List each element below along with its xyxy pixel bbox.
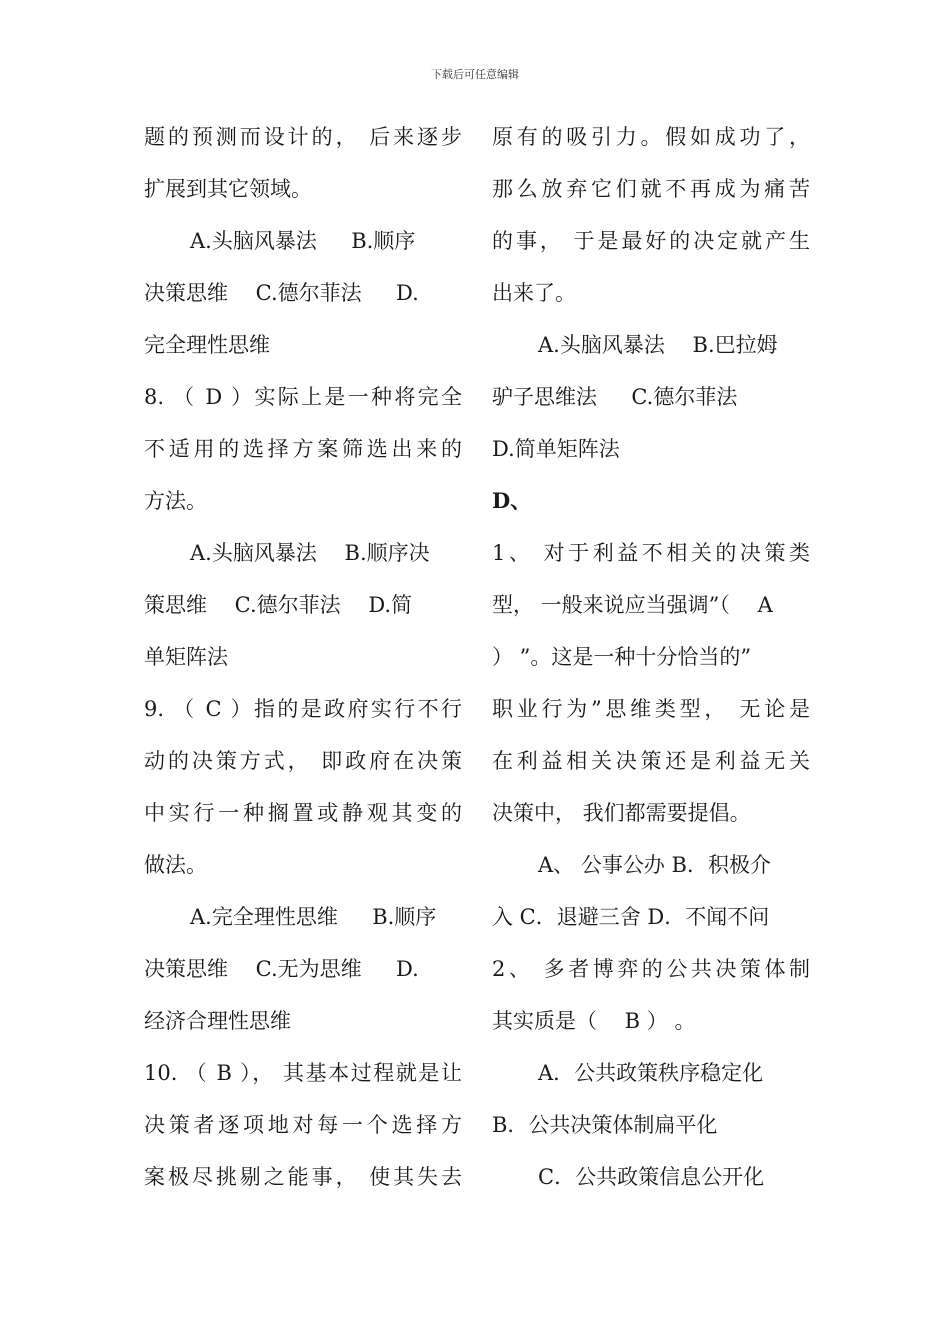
option-line: 入 C．退避三舍 D．不闻不问 bbox=[492, 905, 770, 929]
text-line: 题的预测而设计的， 后来逐步 bbox=[144, 125, 462, 149]
question-line: 案极尽挑剔之能事， 使其失去 bbox=[144, 1165, 462, 1189]
option-line: D.简单矩阵法 bbox=[492, 437, 620, 461]
option-line: A.头脑风暴法 B.顺序 bbox=[190, 229, 416, 253]
option-line: 决策思维 C.德尔菲法 D. bbox=[144, 281, 419, 305]
question-line: ） ”。这是一种十分恰当的” bbox=[492, 645, 752, 669]
text-line: 扩展到其它领域。 bbox=[144, 177, 312, 201]
section-label: D、 bbox=[492, 488, 532, 513]
question-line: 不适用的选择方案筛选出来的 bbox=[144, 437, 462, 461]
option-line: 经济合理性思维 bbox=[144, 1009, 291, 1033]
question-line: 方法。 bbox=[144, 489, 207, 513]
question-line: 中实行一种搁置或静观其变的 bbox=[144, 801, 462, 825]
question-line: 其实质是（ B ） 。 bbox=[492, 1009, 696, 1033]
option-line: A、 公事公办 B．积极介 bbox=[538, 853, 771, 877]
right-column bbox=[492, 111, 810, 1203]
option-line: 决策思维 C.无为思维 D. bbox=[144, 957, 419, 981]
question-line: 做法。 bbox=[144, 853, 207, 877]
left-column bbox=[144, 111, 462, 1203]
question-line: 型， 一般来说应当强调”（ A bbox=[492, 593, 773, 617]
text-line: 的事， 于是最好的决定就产生 bbox=[492, 229, 810, 253]
question-line: 职业行为”思维类型， 无论是 bbox=[492, 697, 810, 721]
option-line: 策思维 C.德尔菲法 D.简 bbox=[144, 593, 413, 617]
option-line: A.完全理性思维 B.顺序 bbox=[190, 905, 437, 929]
option-line: C．公共政策信息公开化 bbox=[538, 1165, 765, 1189]
option-line: 完全理性思维 bbox=[144, 333, 270, 357]
option-line: A.头脑风暴法 B.顺序决 bbox=[190, 541, 430, 565]
option-line: 单矩阵法 bbox=[144, 645, 228, 669]
page-header: 下载后可任意编辑 bbox=[431, 68, 519, 81]
text-line: 出来了。 bbox=[492, 281, 576, 305]
option-line: B．公共决策体制扁平化 bbox=[492, 1113, 718, 1137]
question-line: 决策中， 我们都需要提倡。 bbox=[492, 801, 751, 825]
question-line: 1、 对于利益不相关的决策类 bbox=[492, 541, 810, 565]
question-line: 8. （ D ）实际上是一种将完全 bbox=[144, 385, 462, 409]
text-line: 原有的吸引力。假如成功了， bbox=[492, 125, 810, 149]
question-line: 动的决策方式， 即政府在决策 bbox=[144, 749, 462, 773]
question-line: 9. （ C ）指的是政府实行不行 bbox=[144, 697, 462, 721]
option-line: A.头脑风暴法 B.巴拉姆 bbox=[538, 333, 778, 357]
question-line: 决策者逐项地对每一个选择方 bbox=[144, 1113, 462, 1137]
option-line: 驴子思维法 C.德尔菲法 bbox=[492, 385, 738, 409]
text-line: 那么放弃它们就不再成为痛苦 bbox=[492, 177, 810, 201]
question-line: 10. （ B ）， 其基本过程就是让 bbox=[144, 1061, 462, 1085]
question-line: 在利益相关决策还是利益无关 bbox=[492, 749, 810, 773]
question-line: 2、 多者博弈的公共决策体制 bbox=[492, 957, 810, 981]
option-line: A．公共政策秩序稳定化 bbox=[538, 1061, 764, 1085]
